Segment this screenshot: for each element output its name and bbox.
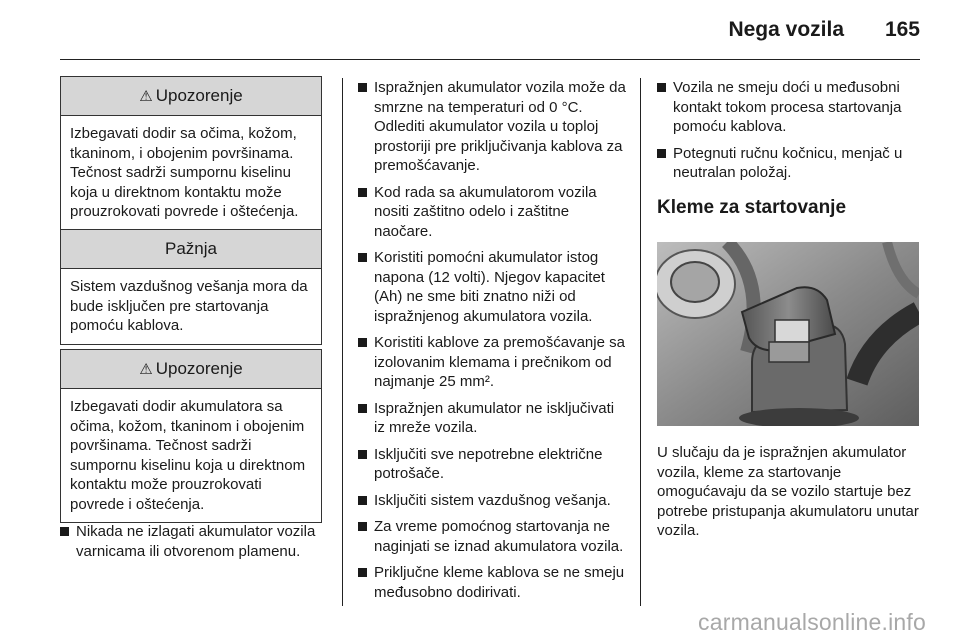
list-item: Koristiti kablove za premošćavanje sa izolovanim klemama i prečnikom od najmanje 25 mm². (358, 333, 626, 392)
list-item: Isključiti sve nepotrebne električne potrošače. (358, 445, 626, 484)
bullet-square-icon (358, 253, 367, 262)
list-item: Potegnuti ručnu kočnicu, menjač u neutralan položaj. (657, 144, 923, 183)
left-bullets (60, 522, 322, 568)
section-heading: Kleme za startovanje (657, 196, 847, 218)
warning-title: Upozorenje (155, 86, 243, 105)
bullet-square-icon (358, 450, 367, 459)
bullet-square-icon (358, 496, 367, 505)
header-rule (60, 59, 920, 60)
bullet-square-icon (358, 188, 367, 197)
list-item: Kod rada sa akumulatorom vozila nositi zaštitno odelo i zaštitne naočare. (358, 183, 626, 242)
bullet-square-icon (60, 527, 69, 536)
warning-box-2 (60, 349, 322, 523)
photo-caption: U slučaju da je ispražnjen akumulator vozila, kleme za startovanje omogućavaju da se vozilo startuje bez potrebe pristupanja akumulatoru unutar vozila. (657, 444, 919, 539)
bullet-square-icon (358, 522, 367, 531)
page-header (0, 0, 960, 60)
warning-text: Izbegavati dodir akumulatora sa očima, kožom, tkaninom i obojenim površinama. Tečnost sadrži sumpornu kiselinu koja u direktnom kontaktu može prouzrokovati povrede i oštećenja. (70, 398, 306, 513)
warning-title: Upozorenje (155, 359, 243, 378)
middle-column (358, 78, 626, 609)
note-box-header (61, 230, 321, 269)
list-item: Koristiti pomoćni akumulator istog napona (12 volti). Njegov kapacitet (Ah) ne sme biti znatno niži od ispražnjenog akumulatora vozila. (358, 248, 626, 326)
list-item: Vozila ne smeju doći u međusobni kontakt tokom procesa startovanja pomoću kablova. (657, 78, 923, 137)
list-item: Za vreme pomoćnog startovanja ne naginjati se iznad akumulatora vozila. (358, 517, 626, 556)
chapter-title: Nega vozila (728, 18, 844, 41)
column-divider-right (640, 78, 641, 606)
bullet-square-icon (657, 83, 666, 92)
note-title: Pažnja (165, 239, 217, 258)
bullet-square-icon (358, 404, 367, 413)
warning-triangle-icon: ⚠ (139, 88, 153, 105)
column-divider-left (342, 78, 343, 606)
list-item: Priključne kleme kablova se ne smeju međusobno dodirivati. (358, 563, 626, 602)
warning-triangle-icon: ⚠ (139, 361, 153, 378)
warning-box-header (61, 77, 321, 116)
list-item: Nikada ne izlagati akumulator vozila varnicama ili otvorenom plamenu. (60, 522, 322, 561)
note-text: Sistem vazdušnog vešanja mora da bude isključen pre startovanja pomoću kablova. (70, 278, 308, 334)
bullet-square-icon (358, 568, 367, 577)
watermark: carmanualsonline.info (698, 609, 926, 635)
warning-box-header (61, 350, 321, 389)
list-item: Isključiti sistem vazdušnog vešanja. (358, 491, 626, 511)
list-item: Ispražnjen akumulator vozila može da smrzne na temperaturi od 0 °C. Odlediti akumulator vozila u toploj prostoriji pre priključivanja kablova za premošćavanje. (358, 78, 626, 176)
page-number: 165 (884, 18, 920, 41)
bullet-square-icon (358, 83, 367, 92)
bullet-square-icon (657, 149, 666, 158)
warning-text: Izbegavati dodir sa očima, kožom, tkaninom, i obojenim površinama. Tečnost sadrži sumpornu kiselinu koja u direktnom kontaktu može prouzrokovati povrede i oštećenja. (70, 125, 299, 220)
jump-start-terminal-photo (657, 242, 919, 426)
list-item: Ispražnjen akumulator ne isključivati iz mreže vozila. (358, 399, 626, 438)
right-column (657, 78, 923, 219)
warning-box-1 (60, 76, 322, 231)
note-box (60, 229, 322, 345)
bullet-square-icon (358, 338, 367, 347)
